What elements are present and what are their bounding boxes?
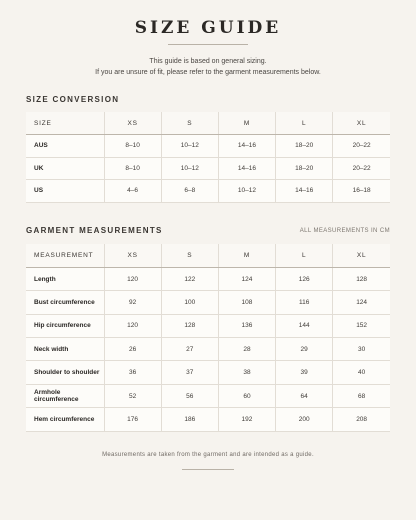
table-cell: 128	[161, 314, 218, 337]
units-note: ALL MEASUREMENTS IN CM	[299, 228, 390, 234]
row-label: Armhole circumference	[26, 384, 104, 407]
column-header: S	[161, 244, 218, 267]
table-cell: 28	[218, 338, 275, 361]
table-cell: 120	[104, 314, 161, 337]
row-label: AUS	[26, 135, 104, 158]
table-row	[26, 338, 390, 361]
table-cell: 30	[333, 338, 390, 361]
row-label: UK	[26, 157, 104, 180]
table-cell: 40	[333, 361, 390, 384]
table-cell: 100	[161, 291, 218, 314]
table-cell: 116	[276, 291, 333, 314]
table-cell: 6–8	[161, 180, 218, 203]
table-cell: 92	[104, 291, 161, 314]
table-cell: 10–12	[161, 157, 218, 180]
row-label: Length	[26, 267, 104, 290]
size-conversion-heading: SIZE CONVERSION	[26, 95, 120, 104]
table-cell: 38	[218, 361, 275, 384]
table-cell: 108	[218, 291, 275, 314]
table-cell: 36	[104, 361, 161, 384]
table-cell: 64	[276, 384, 333, 407]
column-header: MEASUREMENT	[26, 244, 104, 267]
footer-divider	[182, 469, 234, 470]
column-header: XS	[104, 244, 161, 267]
table-cell: 39	[276, 361, 333, 384]
row-label: Bust circumference	[26, 291, 104, 314]
table-cell: 10–12	[218, 180, 275, 203]
garment-measurements-table	[26, 244, 390, 432]
row-label: Hem circumference	[26, 408, 104, 431]
table-cell: 8–10	[104, 135, 161, 158]
table-cell: 136	[218, 314, 275, 337]
table-cell: 14–16	[218, 135, 275, 158]
row-label: Hip circumference	[26, 314, 104, 337]
column-header: XS	[104, 112, 161, 135]
table-cell: 14–16	[276, 180, 333, 203]
column-header: SIZE	[26, 112, 104, 135]
table-cell: 20–22	[333, 157, 390, 180]
table-cell: 176	[104, 408, 161, 431]
table-cell: 68	[333, 384, 390, 407]
table-cell: 124	[333, 291, 390, 314]
table-row	[26, 180, 390, 203]
table-cell: 8–10	[104, 157, 161, 180]
column-header: M	[218, 112, 275, 135]
table-row	[26, 408, 390, 431]
column-header: S	[161, 112, 218, 135]
table-cell: 144	[276, 314, 333, 337]
table-cell: 56	[161, 384, 218, 407]
title-divider	[168, 44, 248, 45]
size-conversion-table	[26, 112, 390, 203]
column-header: XL	[333, 244, 390, 267]
page-title: SIZE GUIDE	[134, 18, 282, 38]
table-cell: 122	[161, 267, 218, 290]
table-cell: 18–20	[276, 135, 333, 158]
table-cell: 29	[276, 338, 333, 361]
table-cell: 60	[218, 384, 275, 407]
table-cell: 10–12	[161, 135, 218, 158]
table-row	[26, 384, 390, 407]
table-cell: 186	[161, 408, 218, 431]
table-row	[26, 267, 390, 290]
row-label: Shoulder to shoulder	[26, 361, 104, 384]
table-cell: 152	[333, 314, 390, 337]
table-cell: 200	[276, 408, 333, 431]
table-row	[26, 314, 390, 337]
table-row	[26, 361, 390, 384]
table-cell: 124	[218, 267, 275, 290]
table-cell: 16–18	[333, 180, 390, 203]
intro-text-line-2: If you are unsure of fit, please refer to the garment measurements below.	[95, 69, 321, 76]
table-header-row	[26, 112, 390, 135]
table-header-row	[26, 244, 390, 267]
row-label: US	[26, 180, 104, 203]
column-header: L	[276, 244, 333, 267]
table-cell: 126	[276, 267, 333, 290]
table-cell: 52	[104, 384, 161, 407]
column-header: L	[276, 112, 333, 135]
table-cell: 14–16	[218, 157, 275, 180]
table-cell: 192	[218, 408, 275, 431]
table-cell: 128	[333, 267, 390, 290]
table-cell: 18–20	[276, 157, 333, 180]
table-cell: 4–6	[104, 180, 161, 203]
table-row	[26, 135, 390, 158]
intro-text-line-1: This guide is based on general sizing.	[149, 58, 267, 65]
table-row	[26, 291, 390, 314]
column-header: M	[218, 244, 275, 267]
table-cell: 208	[333, 408, 390, 431]
table-cell: 26	[104, 338, 161, 361]
row-label: Neck width	[26, 338, 104, 361]
column-header: XL	[333, 112, 390, 135]
table-cell: 37	[161, 361, 218, 384]
table-cell: 20–22	[333, 135, 390, 158]
table-cell: 27	[161, 338, 218, 361]
footer-note: Measurements are taken from the garment and are intended as a guide.	[102, 452, 314, 458]
table-cell: 120	[104, 267, 161, 290]
table-row	[26, 157, 390, 180]
garment-measurements-heading: GARMENT MEASUREMENTS	[26, 226, 163, 235]
